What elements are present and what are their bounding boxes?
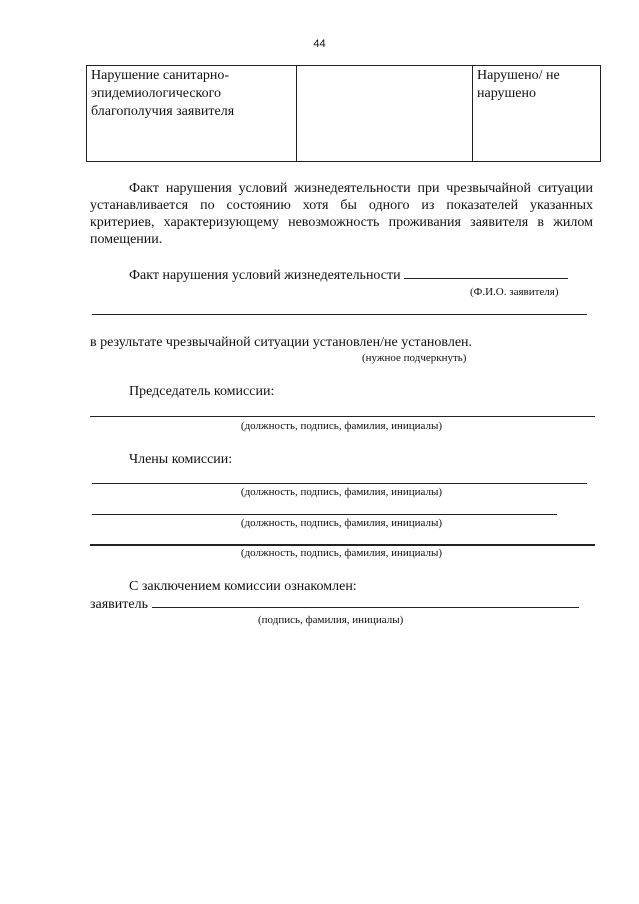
member-1-signature-line[interactable] xyxy=(92,483,587,484)
conclusion-label: С заключением комиссии ознакомлен: xyxy=(129,579,357,594)
underline-caption: (нужное подчеркнуть) xyxy=(362,352,467,364)
signature-caption: (подпись, фамилия, инициалы) xyxy=(258,614,404,626)
value-cell xyxy=(297,66,473,162)
applicant-signature-blank[interactable] xyxy=(152,607,579,608)
members-label: Члены комиссии: xyxy=(129,452,233,467)
chairman-label: Председатель комиссии: xyxy=(129,384,275,399)
criterion-cell xyxy=(87,66,297,162)
fact-line xyxy=(129,268,568,284)
fact-line-label: Факт нарушения условий жизнедеятельности xyxy=(129,268,401,283)
member-2-caption: (должность, подпись, фамилия, инициалы) xyxy=(240,517,443,529)
applicant-line xyxy=(90,597,579,613)
criteria-table xyxy=(86,65,601,162)
member-3-caption: (должность, подпись, фамилия, инициалы) xyxy=(240,547,443,559)
member-3-signature-line[interactable] xyxy=(90,544,595,546)
fio-blank[interactable] xyxy=(404,278,568,279)
applicant-label: заявитель xyxy=(90,597,148,612)
member-1-caption: (должность, подпись, фамилия, инициалы) xyxy=(240,486,443,498)
criterion-text: Нарушение санитарно-эпидемиологического благополучия заявителя xyxy=(91,68,235,119)
table-row xyxy=(87,66,601,162)
chairman-signature-line[interactable] xyxy=(90,416,595,417)
chairman-caption: (должность, подпись, фамилия, инициалы) xyxy=(240,420,443,432)
member-2-signature-line[interactable] xyxy=(92,514,557,515)
fio-caption: (Ф.И.О. заявителя) xyxy=(470,286,559,298)
status-text: Нарушено/ не нарушено xyxy=(477,68,560,101)
result-text: в результате чрезвычайной ситуации установлен/не установлен. xyxy=(90,335,473,350)
fio-continuation-line[interactable] xyxy=(92,314,587,315)
status-cell xyxy=(473,66,601,162)
fact-paragraph: Факт нарушения условий жизнедеятельности при чрезвычайной ситуации устанавливается по состоянию хотя бы одного из показателей указанных критериев, характеризующему невозможность проживания заявителя в жилом помещении. xyxy=(90,181,593,247)
page-number: 44 xyxy=(313,38,326,50)
